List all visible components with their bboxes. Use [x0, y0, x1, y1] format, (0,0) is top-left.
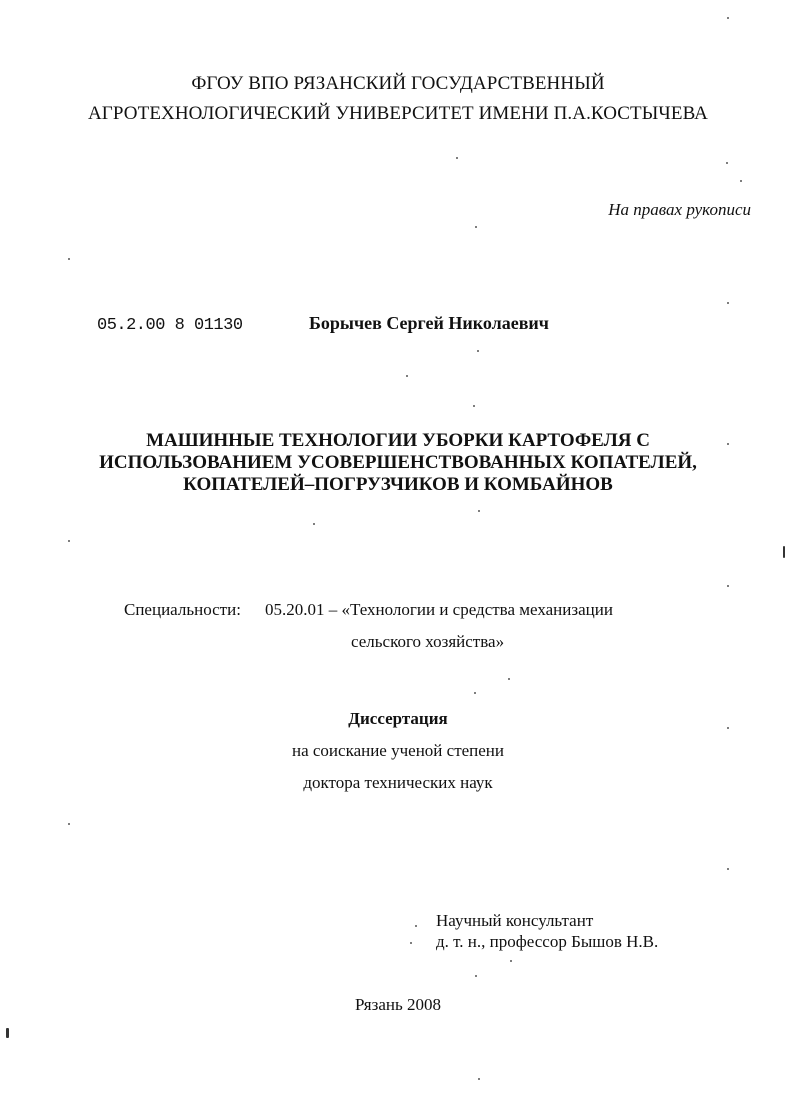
scan-speck [478, 1078, 480, 1080]
degree-line-2: доктора технических наук [303, 773, 493, 792]
scan-speck [783, 546, 785, 558]
title-line-2: ИСПОЛЬЗОВАНИЕМ УСОВЕРШЕНСТВОВАННЫХ КОПАТЕЛЕЙ, [99, 452, 697, 473]
scan-speck [406, 375, 408, 377]
scan-speck [313, 523, 315, 525]
scan-speck [68, 823, 70, 825]
scan-speck [475, 975, 477, 977]
city-year: Рязань 2008 [355, 995, 441, 1014]
scan-speck [727, 868, 729, 870]
scan-speck [473, 405, 475, 407]
scan-speck [475, 226, 477, 228]
institution-line-1: ФГОУ ВПО РЯЗАНСКИЙ ГОСУДАРСТВЕННЫЙ [191, 73, 605, 94]
scan-speck [727, 443, 729, 445]
specialty-label: Специальности: [124, 600, 241, 619]
scan-speck [456, 157, 458, 159]
title-line-3: КОПАТЕЛЕЙ–ПОГРУЗЧИКОВ И КОМБАЙНОВ [183, 474, 613, 495]
author-name: Борычев Сергей Николаевич [309, 313, 549, 333]
scan-speck [478, 510, 480, 512]
scan-speck [410, 942, 412, 944]
specialty-line-2: сельского хозяйства» [351, 632, 505, 651]
scan-speck [68, 540, 70, 542]
dissertation-heading: Диссертация [348, 709, 448, 728]
scan-speck [510, 960, 512, 962]
title-line-1: МАШИННЫЕ ТЕХНОЛОГИИ УБОРКИ КАРТОФЕЛЯ С [146, 430, 650, 451]
scan-speck [727, 585, 729, 587]
registration-code: 05.2.00 8 01130 [97, 316, 243, 335]
scan-speck [740, 180, 742, 182]
scan-speck [727, 17, 729, 19]
scan-speck [6, 1028, 9, 1038]
scan-speck [726, 162, 728, 164]
specialty-line-1: 05.20.01 – «Технологии и средства механизации [265, 600, 613, 619]
scan-speck [727, 302, 729, 304]
manuscript-note: На правах рукописи [608, 200, 751, 219]
scan-speck [727, 727, 729, 729]
degree-line-1: на соискание ученой степени [291, 741, 505, 760]
scan-speck [68, 258, 70, 260]
scan-speck [477, 350, 479, 352]
scan-speck [415, 925, 417, 927]
scan-speck [508, 678, 510, 680]
scan-speck [474, 692, 476, 694]
institution-line-2: АГРОТЕХНОЛОГИЧЕСКИЙ УНИВЕРСИТЕТ ИМЕНИ П.А.КОСТЫЧЕВА [87, 103, 708, 124]
advisor-line-2: д. т. н., профессор Бышов Н.В. [436, 932, 659, 951]
dissertation-title [0, 430, 796, 496]
advisor-line-1: Научный консультант [436, 911, 594, 930]
